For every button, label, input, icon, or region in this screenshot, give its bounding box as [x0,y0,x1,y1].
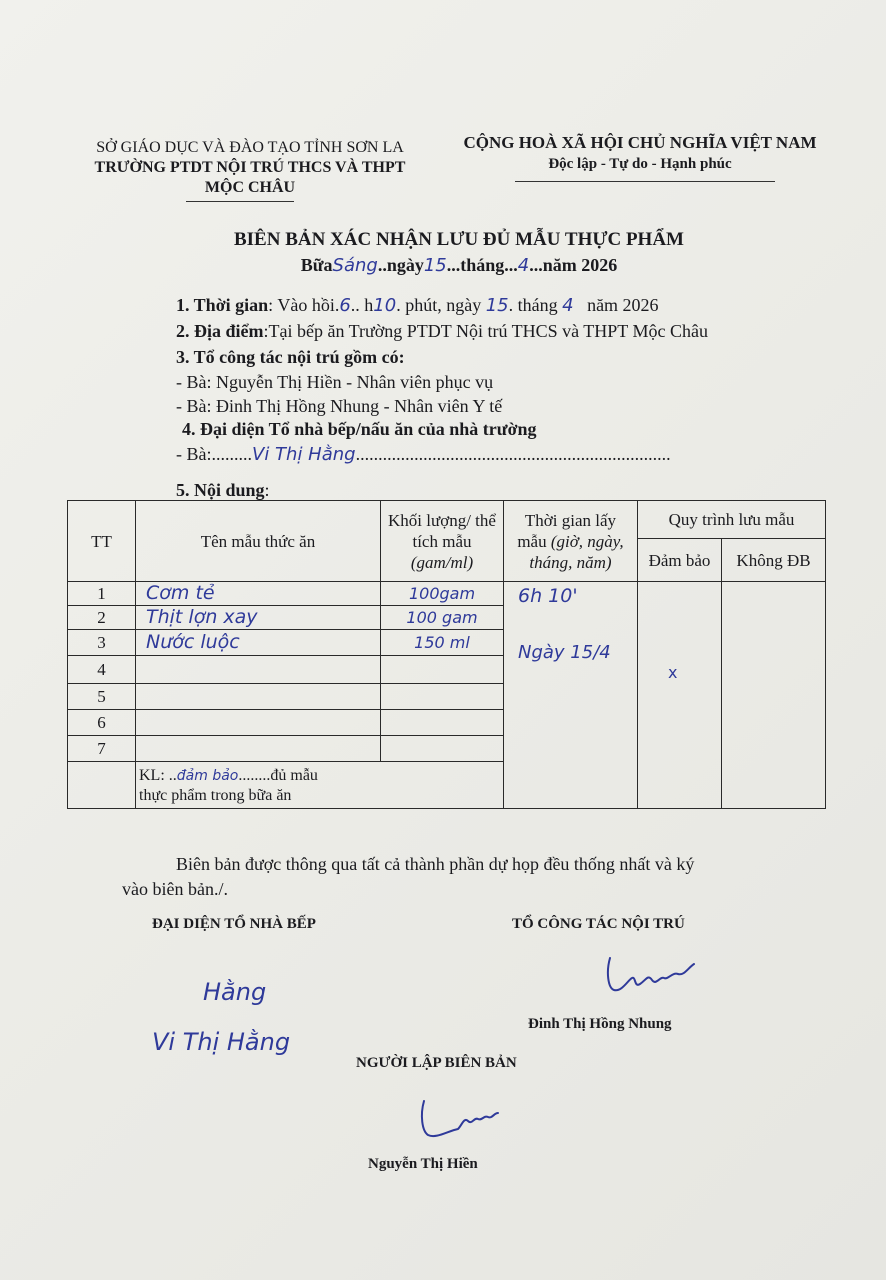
team-member-2: - Bà: Đinh Thị Hồng Nhung - Nhân viên Y tế [176,396,503,416]
kitchen-rep-prefix: - Bà:......... [176,444,252,464]
item-content-colon: : [264,480,270,500]
day-value: 15 [423,255,447,276]
item-content-label: 5. Nội dung [176,480,265,500]
conclusion-cell [136,762,504,809]
header-quantity-line1: Khối lượng/ thể [388,510,496,530]
time-text-e: năm 2026 [587,295,659,315]
row-qty [381,736,504,762]
header-time-line2b: (giờ, ngày, [550,531,624,551]
header-right-underline [515,181,775,182]
time-day: 15 [485,295,509,316]
time-text-b: .. h [350,295,374,315]
day-label: ..ngày [377,255,424,275]
row-tt: 5 [68,684,136,710]
meal-value: Sáng [332,255,378,276]
header-ok: Đảm bảo [638,539,722,582]
item-content [176,479,270,501]
meal-label: Bữa [300,255,333,275]
header-storage-process: Quy trình lưu mẫu [638,501,826,539]
row-tt: 2 [68,606,136,630]
conclusion-prefix: KL: .. [139,767,177,784]
row-name [136,710,381,736]
row-qty [381,684,504,710]
row-tt: 6 [68,710,136,736]
row-qty: 100 gam [381,606,504,630]
nation-motto: Độc lập - Tự do - Hạnh phúc [548,156,732,172]
header-quantity-line2: tích mẫu [412,531,472,551]
sign-left-name-handwritten: Vi Thị Hằng [152,1028,291,1056]
ok-mark: x [668,663,678,682]
row-name [136,684,381,710]
time-text-a: : Vào hồi. [268,295,340,315]
header-not-ok: Không ĐB [722,539,826,582]
time-value-2: Ngày 15/4 [518,642,611,663]
header-sample-name: Tên mẫu thức ăn [136,501,381,582]
school-name-line1: TRƯỜNG PTDT NỘI TRÚ THCS VÀ THPT [94,159,406,176]
header-left [60,138,440,198]
sample-table [67,500,826,809]
row-qty [381,656,504,684]
time-hour: 6 [339,295,351,316]
item-time [176,294,659,317]
row-name: Thịt lợn xay [136,606,381,630]
item-location [176,320,708,342]
ministry-name: SỞ GIÁO DỤC VÀ ĐÀO TẠO TỈNH SƠN LA [96,139,404,156]
time-text-d: . tháng [508,295,558,315]
ok-cell [638,582,722,809]
table-row [68,582,826,606]
row-qty: 150 ml [381,630,504,656]
kitchen-rep-suffix: ...................................................................... [355,444,671,464]
row-name: Nước luộc [136,630,381,656]
header-left-underline [186,201,294,202]
row-qty: 100gam [381,582,504,606]
sign-left-title: ĐẠI DIỆN TỔ NHÀ BẾP [152,916,316,932]
sign-right-name: Đinh Thị Hồng Nhung [528,1016,672,1032]
header-quantity-line3: (gam/ml) [410,552,474,572]
header-time-line2: mẫu [517,531,547,551]
header-tt: TT [68,501,136,582]
row-tt: 1 [68,582,136,606]
sign-right-title: TỔ CÔNG TÁC NỘI TRÚ [512,916,685,932]
not-ok-cell [722,582,826,809]
month-value: 4 [517,255,530,276]
kitchen-rep [176,443,671,466]
nation-name: CỘNG HOÀ XÃ HỘI CHỦ NGHĨA VIỆT NAM [463,133,817,152]
row-name: Cơm tẻ [136,582,381,606]
school-name-line2: MỘC CHÂU [204,179,296,196]
year-label: ...năm 2026 [529,255,618,275]
closing-line-1: Biên bản được thông qua tất cả thành phần dự họp đều thống nhất và ký [176,854,695,874]
header-right [450,132,830,174]
sign-right-signature [598,950,708,1000]
meal-line [0,255,886,276]
header-quantity [381,501,504,582]
closing-line-2: vào biên bản./. [122,879,228,899]
document-title: BIÊN BẢN XÁC NHẬN LƯU ĐỦ MẪU THỰC PHẨM [233,229,684,250]
row-qty [381,710,504,736]
time-minute: 10 [373,295,397,316]
item-team-label: 3. Tổ công tác nội trú gồm có: [176,347,405,367]
row-tt: 7 [68,736,136,762]
header-time-line1: Thời gian lấy [524,510,617,530]
sign-bottom-name: Nguyễn Thị Hiền [368,1156,478,1172]
row-tt: 4 [68,656,136,684]
conclusion-line2: thực phẩm trong bữa ăn [139,787,292,804]
row-tt: 3 [68,630,136,656]
header-time [504,501,638,582]
conclusion-suffix: ........đủ mẫu [238,767,318,784]
team-member-1: - Bà: Nguyễn Thị Hiền - Nhân viên phục vụ [176,372,494,392]
header-time-line3: tháng, năm) [529,552,612,572]
time-cell [504,582,638,809]
item-time-label: 1. Thời gian [176,295,269,315]
time-text-c: . phút, ngày [396,295,482,315]
time-month: 4 [562,295,574,316]
conclusion-value: đảm bảo [176,768,239,784]
sign-bottom-title: NGƯỜI LẬP BIÊN BẢN [356,1055,517,1071]
row-name [136,656,381,684]
conclusion-tt [68,762,136,809]
kitchen-rep-name: Vi Thị Hằng [252,444,356,465]
item-location-label: 2. Địa điểm [176,321,264,341]
item-location-text: :Tại bếp ăn Trường PTDT Nội trú THCS và THPT Mộc Châu [263,321,708,341]
row-name [136,736,381,762]
time-value-1: 6h 10' [518,585,578,607]
item-kitchen-label: 4. Đại diện Tổ nhà bếp/nấu ăn của nhà trường [182,419,537,439]
sign-left-signature: Hằng [203,978,267,1006]
sign-bottom-signature [414,1095,504,1145]
month-label: ...tháng... [446,255,518,275]
